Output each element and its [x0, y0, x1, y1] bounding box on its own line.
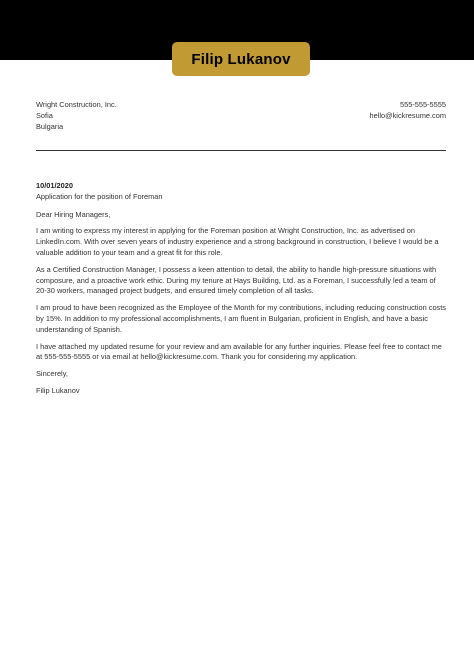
letter-paragraph: I have attached my updated resume for your review and am available for any further inquiries. Please feel free to contact me at 555-555-5555 or via email at hello@kickresume.com. Thank you for considering my application. [36, 341, 442, 362]
contact-email: hello@kickresume.com [369, 111, 446, 120]
applicant-name: Filip Lukanov [191, 50, 291, 68]
letter-signature: Filip Lukanov [36, 385, 80, 395]
letter-paragraph: I am proud to have been recognized as the Employee of the Month for my contributions, including reducing construction costs by 15%. In addition to my professional accomplishments, I am fluent in Bulgarian, proficient in English, and have a basic understanding of Spanish. [36, 303, 446, 334]
recipient-country: Bulgaria [36, 122, 64, 131]
recipient-block [36, 99, 117, 132]
letter-body [36, 181, 448, 403]
divider-line [36, 150, 446, 151]
recipient-city: Sofia [36, 111, 53, 120]
letter-paragraph: As a Certified Construction Manager, I possess a keen attention to detail, the ability to handle high-pressure situations with composure, and a proactive work ethic. During my tenure at Hays Building, Ltd. as a Foreman, I successfully led a team of 20-30 workers, managed project budgets, and ensured timely completion of all tasks. [36, 264, 437, 296]
letter-salutation: Dear Hiring Managers, [36, 209, 111, 219]
letter-subject: Application for the position of Foreman [36, 191, 163, 201]
recipient-company: Wright Construction, Inc. [36, 100, 117, 109]
name-badge [172, 42, 310, 76]
letter-date: 10/01/2020 [36, 181, 73, 190]
contact-phone: 555-555-5555 [399, 100, 446, 109]
letter-paragraph: I am writing to express my interest in applying for the Foreman position at Wright Construction, Inc. as advertised on LinkedIn.com. With over seven years of industry experience and a strong background in construction, I believe I would be a valuable addition to your team and a great fit for this role. [36, 226, 439, 257]
contact-block [369, 99, 446, 121]
letter-closing: Sincerely, [36, 369, 68, 379]
